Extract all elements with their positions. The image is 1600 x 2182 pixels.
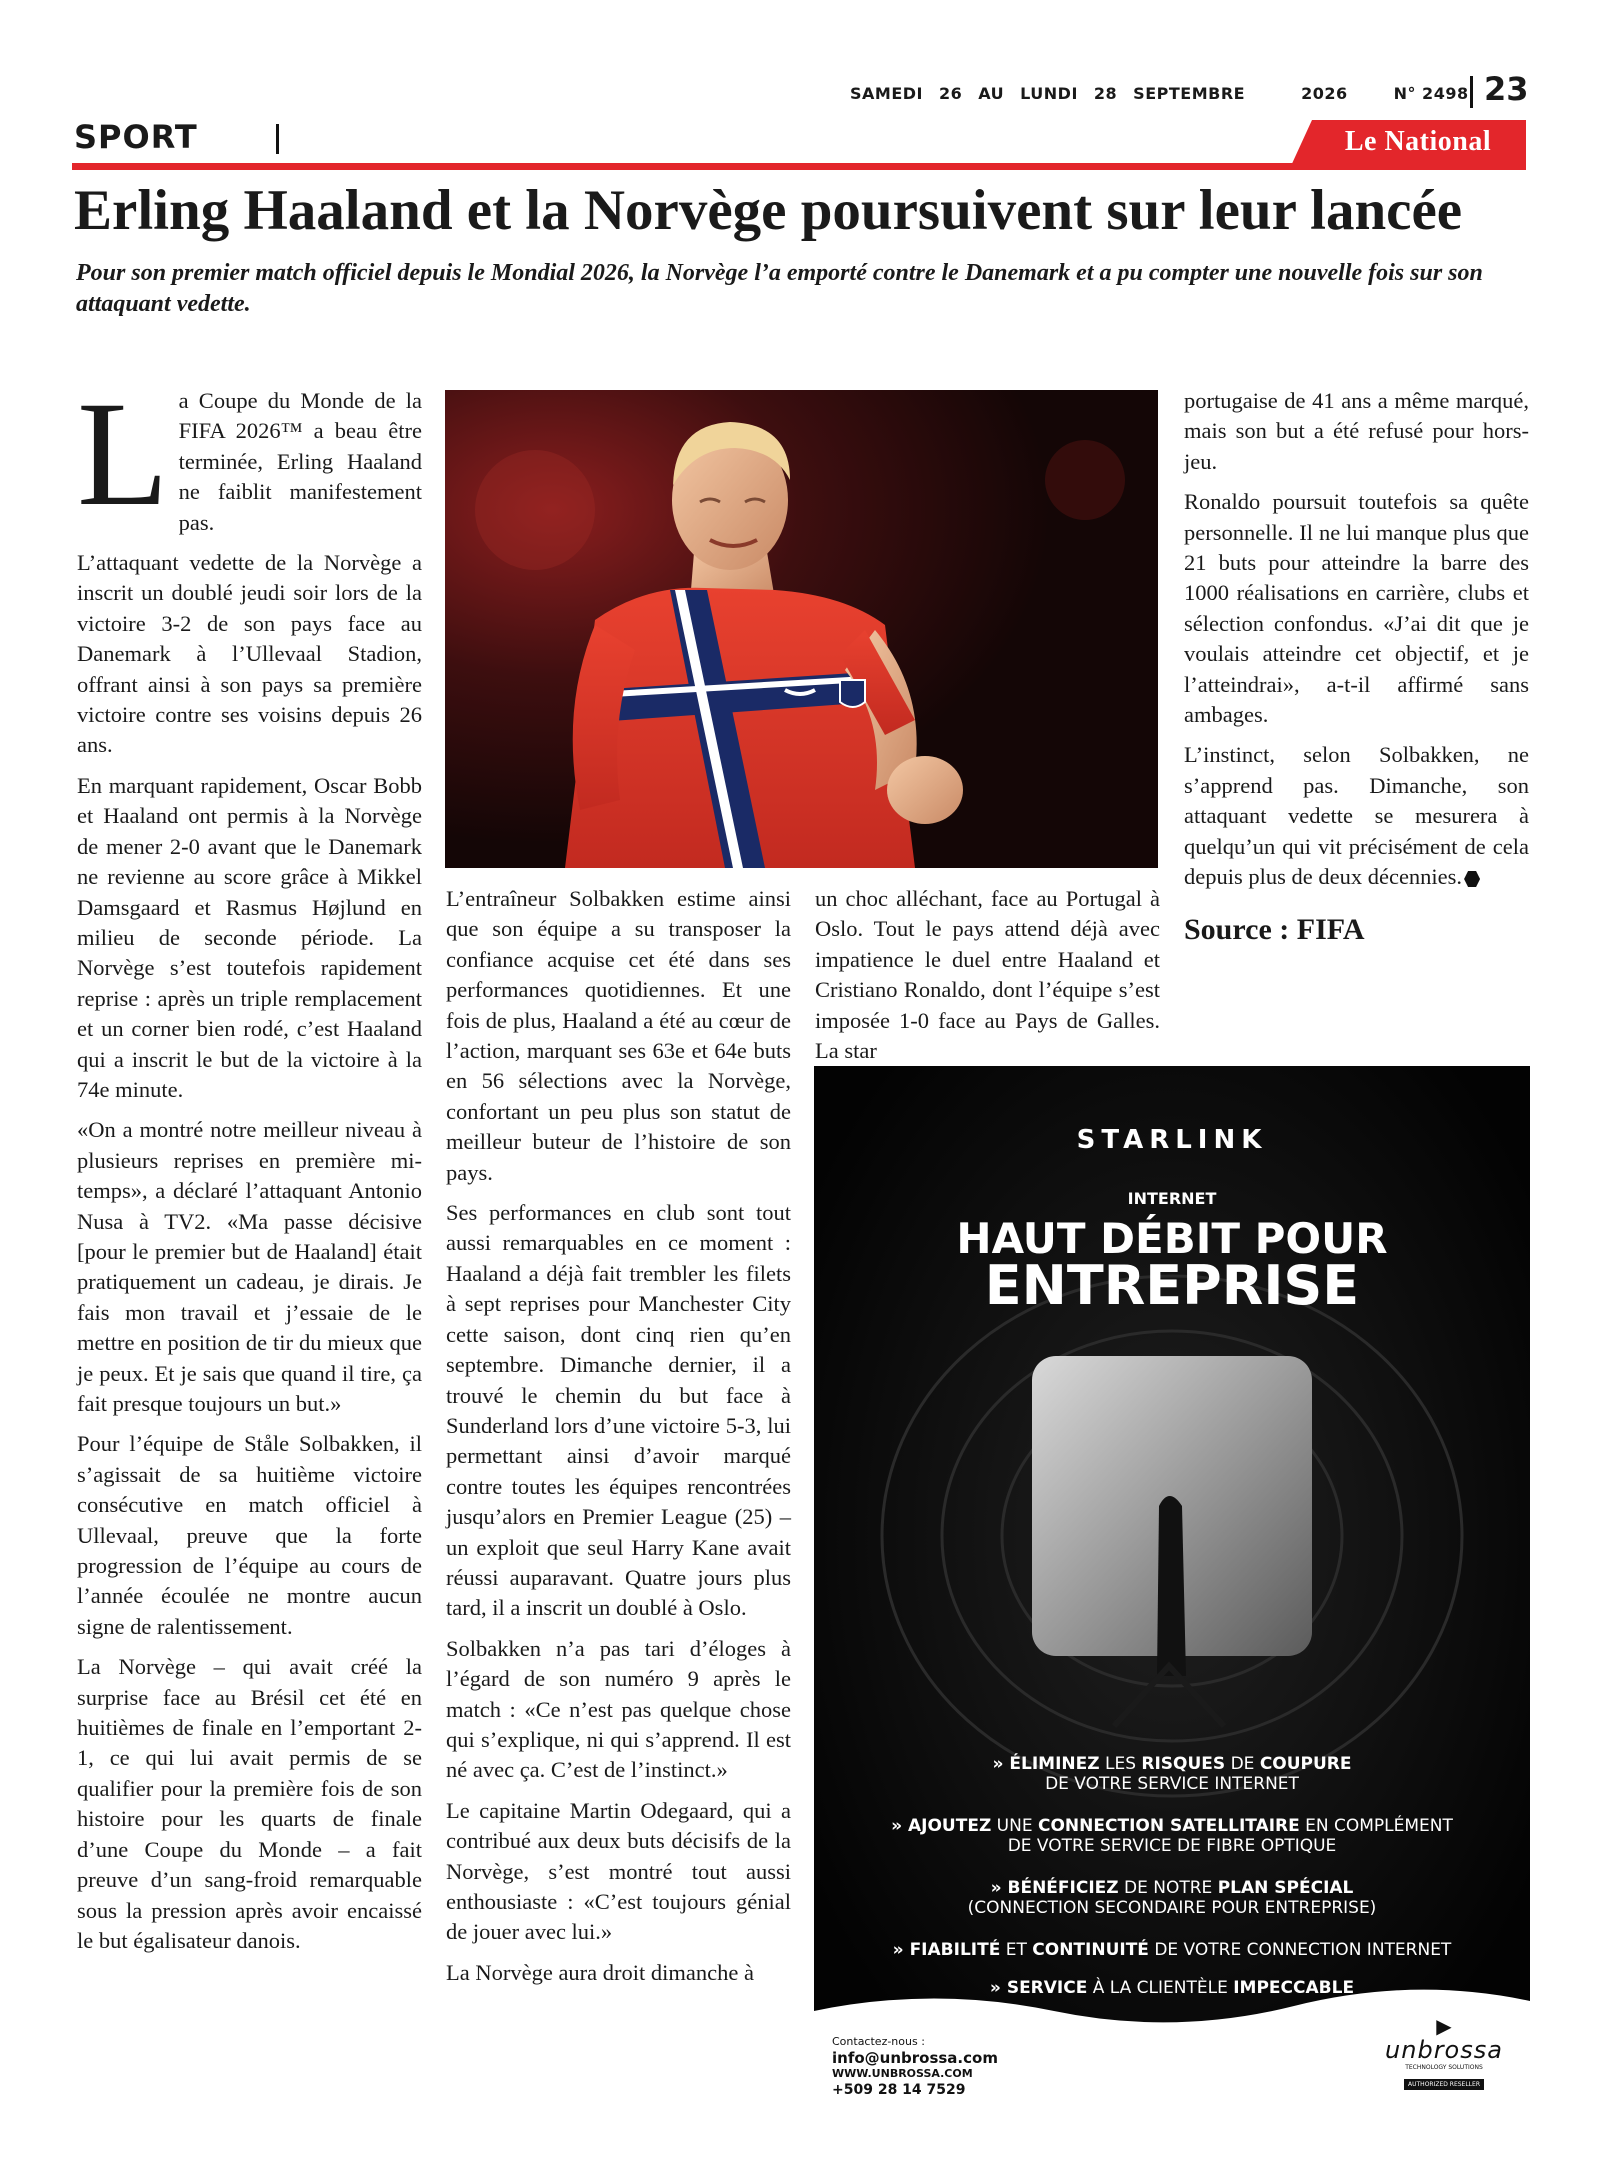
headline: Erling Haaland et la Norvège poursuivent sur leur lancée bbox=[74, 179, 1463, 242]
player-celebrating-image bbox=[445, 390, 1158, 868]
play-triangle-icon: ▶ bbox=[1436, 2014, 1452, 2038]
dateline bbox=[850, 84, 1469, 103]
paragraph: La Norvège aura droit dimanche à bbox=[446, 1959, 754, 1985]
paragraph: Ses performances en club sont tout aussi remarquables en ce moment : Haaland a déjà fait trembler les filets à sept reprises pour Manchester City cette saison, dont cinq rien qu’en septembre. Dimanche dernier, il a trouvé le chemin du but face à Sunderland lors d’une victoire 5-3, lui permettant ainsi d’avoir marqué contre toutes les équipes rencontrées jusqu’alors en Premier League (25) – un exploit que seul Harry Kane avait réussi auparavant. Quatre jours plus tard, il a inscrit un doublé à Oslo. bbox=[446, 1200, 791, 1621]
article-column-2 bbox=[446, 884, 791, 1998]
paragraph: Pour l’équipe de Ståle Solbakken, il s’agissait de sa huitième victoire consécutive en match officiel à Ullevaal, preuve que la forte progression de l’équipe au cours de l’année écoulée ne montre aucun signe de ralentissement. bbox=[77, 1431, 422, 1639]
contact-email[interactable]: info@unbrossa.com bbox=[832, 2049, 998, 2067]
contact-website[interactable]: WWW.UNBROSSA.COM bbox=[832, 2067, 973, 2080]
contact-phone: +509 28 14 7529 bbox=[832, 2082, 966, 2098]
ad-contact bbox=[832, 2034, 998, 2098]
article-source: Source : FIFA bbox=[1184, 912, 1365, 946]
article-column-4 bbox=[1184, 386, 1529, 945]
section-label: SPORT bbox=[74, 118, 198, 156]
dateline-year: 2026 bbox=[1301, 84, 1348, 103]
ad-headline-line1: HAUT DÉBIT POUR bbox=[956, 1214, 1388, 1263]
paragraph: En marquant rapidement, Oscar Bobb et Haaland ont permis à la Norvège de mener 2-0 avant que le Danemark ne revienne au score grâce à Mikkel Damsgaard et Rasmus Højlund en milieu de seconde période. La Norvège s’est toutefois rapidement reprise : après un triple remplacement et un corner bien rodé, c’est Haaland qui a inscrit le but de la victoire à la 74e minute. bbox=[77, 772, 422, 1102]
ad-brand: STARLINK bbox=[1076, 1125, 1268, 1155]
paragraph: La Coupe du Monde de la FIFA 2026™ a beau être terminée, Erling Haaland ne faiblit manifestement pas. bbox=[77, 371, 422, 537]
paragraph: «On a montré notre meilleur niveau à plusieurs reprises en première mi-temps», a déclaré l’attaquant Antonio Nusa à TV2. «Ma passe décisive [pour le premier but de Haaland] était pratiquement un cadeau, je dirais. Je fais mon travail et j’essaie de le mettre en position de tir du mieux que je peux. Et je sais que quand il tire, ça fait presque toujours un but.» bbox=[77, 1117, 422, 1416]
dateline-day: SAMEDI bbox=[850, 84, 923, 103]
ad-kicker: INTERNET bbox=[1127, 1189, 1217, 1208]
dateline-month: SEPTEMBRE bbox=[1133, 84, 1246, 103]
section-divider bbox=[276, 124, 279, 154]
dateline-day2: LUNDI bbox=[1020, 84, 1078, 103]
issue-number: N° 2498 bbox=[1393, 84, 1469, 103]
page-number-divider bbox=[1470, 76, 1473, 108]
ad-headline-line2: ENTREPRISE bbox=[984, 1254, 1360, 1317]
end-of-article-icon bbox=[1464, 871, 1480, 887]
contact-label: Contactez-nous : bbox=[832, 2035, 925, 2048]
article-photo bbox=[445, 390, 1158, 868]
paragraph: L’entraîneur Solbakken estime ainsi que son équipe a su transposer la confiance acquise cet été dans ses performances quotidiennes. Et une fois de plus, Haaland a été au cœur de l’action, marquant ses 63e et 64e buts en 56 sélections avec la Norvège, confortant un peu plus son statut de meilleur buteur de l’histoire de son pays. bbox=[446, 886, 791, 1185]
standfirst: Pour son premier match officiel depuis le Mondial 2026, la Norvège l’a emporté contre le Danemark et a pu compter une nouvelle fois sur son attaquant vedette. bbox=[76, 260, 1483, 317]
paragraph: Le capitaine Martin Odegaard, qui a contribué aux deux buts décisifs de la Norvège, s’est montré tout aussi enthousiaste : «C’est toujours génial de jouer avec lui.» bbox=[446, 1797, 791, 1945]
ad-benefit: » BÉNÉFICIEZ DE NOTRE PLAN SPÉCIAL (CONNECTION SECONDAIRE POUR ENTREPRISE) bbox=[967, 1878, 1377, 1918]
drop-cap: L bbox=[77, 371, 169, 537]
reseller-badge: AUTHORIZED RESELLER bbox=[1404, 2079, 1484, 2090]
starlink-advertisement bbox=[814, 1066, 1530, 2112]
dateline-date1: 26 bbox=[939, 84, 963, 103]
article-column-3 bbox=[815, 884, 1160, 1064]
paragraph: L’attaquant vedette de la Norvège a inscrit un doublé jeudi soir lors de la victoire 3-2 de son pays face au Danemark à l’Ullevaal Stadion, offrant ainsi à son pays sa première victoire contre ses voisins depuis 26 ans. bbox=[77, 550, 422, 758]
ad-benefit: » SERVICE À LA CLIENTÈLE IMPECCABLE bbox=[989, 1978, 1355, 1998]
paragraph: L’instinct, selon Solbakken, ne s’apprend pas. Dimanche, son attaquant vedette se mesurera à quelqu’un qui vit précisément de cela depuis plus de deux décennies. bbox=[1184, 742, 1529, 890]
ad-benefit: » AJOUTEZ UNE CONNECTION SATELLITAIRE EN COMPLÉMENT DE VOTRE SERVICE DE FIBRE OPTIQUE bbox=[891, 1816, 1453, 1856]
header-rule bbox=[72, 163, 1526, 170]
ad-benefit: » FIABILITÉ ET CONTINUITÉ DE VOTRE CONNECTION INTERNET bbox=[892, 1940, 1452, 1960]
paragraph: Solbakken n’a pas tari d’éloges à l’égard de son numéro 9 après le match : «Ce n’est pas quelque chose qui s’explique, ni qui s’apprend. Il est né avec ça. C’est de l’instinct.» bbox=[446, 1635, 791, 1783]
paragraph: Ronaldo poursuit toutefois sa quête personnelle. Il ne lui manque plus que 21 buts pour atteindre la barre des 1000 réalisations en carrière, clubs et sélection confondus. «J’ai dit que je voulais atteindre cet objectif, et je l’atteindrai», a-t-il affirmé sans ambages. bbox=[1184, 489, 1529, 728]
paragraph: La Norvège – qui avait créé la surprise face au Brésil cet été en huitièmes de finale en l’emportant 2-1, ce qui lui avait permis de se qualifier pour la première fois de son histoire pour les quarts de finale d’une Coupe du Monde – a fait preuve d’un sang-froid remarquable sous la pression après avoir encaissé le but égalisateur danois. bbox=[77, 1654, 422, 1953]
unbrossa-logo: ▶ unbrossa TECHNOLOGY SOLUTIONS AUTHORIZED RESELLER bbox=[1379, 2016, 1509, 2090]
dateline-au: AU bbox=[978, 84, 1005, 103]
page-number: 23 bbox=[1484, 70, 1529, 108]
dateline-date2: 28 bbox=[1093, 84, 1118, 103]
paragraph: portugaise de 41 ans a même marqué, mais son but a été refusé pour hors-jeu. bbox=[1184, 388, 1529, 474]
ad-benefit: » ÉLIMINEZ LES RISQUES DE COUPURE DE VOTRE SERVICE INTERNET bbox=[992, 1754, 1352, 1794]
paragraph: un choc alléchant, face au Portugal à Oslo. Tout le pays attend déjà avec impatience le duel entre Haaland et Cristiano Ronaldo, dont l’équipe s’est imposée 1-0 face au Pays de Galles. La star bbox=[815, 886, 1160, 1064]
ad-benefits-list bbox=[814, 1754, 1530, 1998]
paper-name: Le National bbox=[1344, 126, 1492, 157]
article-column-1 bbox=[77, 371, 422, 1966]
